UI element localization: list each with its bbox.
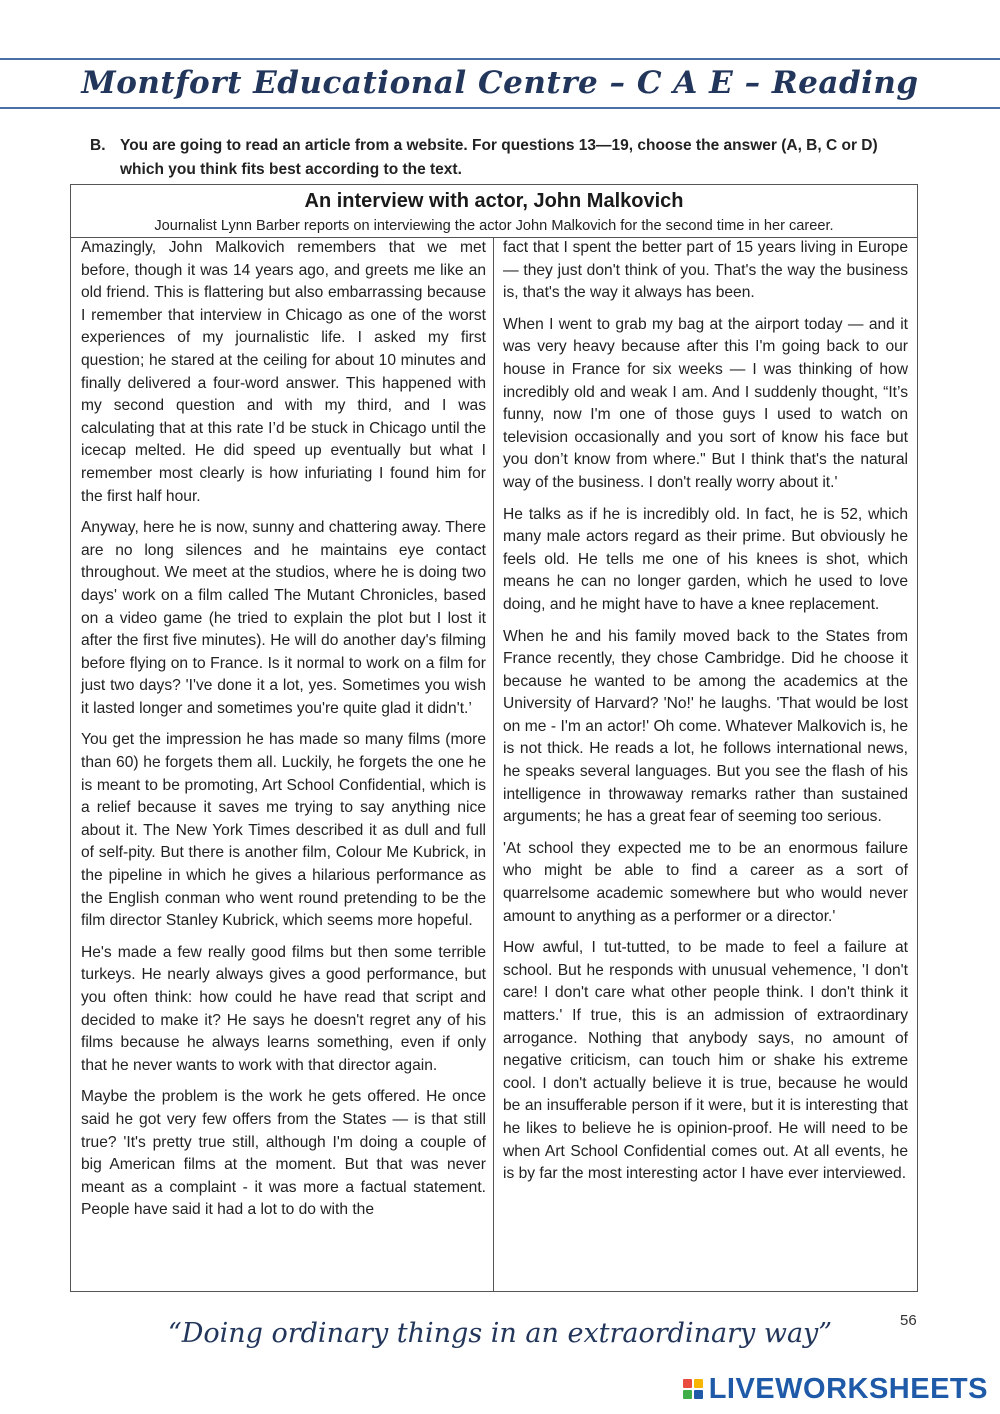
right-paragraph: fact that I spent the better part of 15 years living in Europe — they just don't think of you. That's the way the business is, that's the way it always has been.	[503, 239, 908, 302]
left-paragraph: Amazingly, John Malkovich remembers that we met before, though it was 14 years ago, and greets me like an old friend. This is flattering but also embarrassing because I remember that interview in Chicago as one of the worst experiences of my journalistic life. I asked my first question; he stared at the ceiling for about 10 minutes and finally delivered a four-word answer. This happened with my second question and with my third, and I was calculating that at this rate I’d be stuck in Chicago until the icecap melted. He did speed up eventually but what I remember most clearly is how infuriating I found him for the first half hour.	[81, 239, 486, 505]
header-bottom-rule	[0, 107, 1000, 109]
right-paragraph: He talks as if he is incredibly old. In fact, he is 52, which many male actors regard as their prime. But obviously he feels old. He tells me one of his knees is shot, which means he can no longer garden, which he used to love doing, and he might have to have a knee replacement.	[503, 505, 908, 613]
logo-square	[694, 1379, 703, 1388]
logo-square	[683, 1390, 692, 1399]
instructions	[90, 134, 920, 182]
article-subtitle: Journalist Lynn Barber reports on interviewing the actor John Malkovich for the second time in her career.	[154, 218, 834, 234]
liveworksheets-brand: LIVEWORKSHEETS	[708, 1372, 988, 1405]
liveworksheets-icon	[683, 1379, 703, 1399]
column-divider	[493, 237, 494, 1291]
left-paragraph: You get the impression he has made so many films (more than 60) he forgets them all. Luckily, he forgets the one he is meant to be promoting, Art School Confidential, which is a relief because it saves me trying to say anything nice about it. The New York Times described it as dull and full of self-pity. But there is another film, Colour Me Kubrick, in the pipeline in which he gives a hilarious performance as the English conman who went round pretending to be the film director Stanley Kubrick, which seems more hopeful.	[81, 731, 486, 930]
logo-square	[683, 1379, 692, 1388]
left-paragraph: Anyway, here he is now, sunny and chattering away. There are no long silences and he maintains eye contact throughout. We meet at the studios, where he is doing two days' work on a film called The Mutant Chronicles, based on a video game (he tried to explain the plot but I lost it after the first five minutes). He will do another day's filming before flying on to France. Is it normal to work on a film for just two days? 'I've done it a lot, yes. Sometimes you wish it lasted longer and sometimes you're quite glad it didn't.’	[81, 519, 486, 717]
left-paragraph: Maybe the problem is the work he gets offered. He once said he got very few offers from the States — is that still true? 'It's pretty true still, although I'm doing a couple of big American films at the moment. But that was never meant as a complaint - it was more a factual statement. People have said it had a lot to do with the	[81, 1088, 486, 1219]
footer-motto: “Doing ordinary things in an extraordinary way”	[167, 1318, 833, 1349]
article-box	[70, 184, 918, 1292]
left-paragraph: He's made a few really good films but then some terrible turkeys. He nearly always gives a good performance, but you often think: how could he have read that script and decided to make it? He says he doesn't regret any of his films because he always learns something, even if only that he never wants to work with that director again.	[81, 943, 486, 1074]
header-title: Montfort Educational Centre – C A E – Reading	[81, 65, 919, 101]
article-title: An interview with actor, John Malkovich	[304, 190, 684, 212]
instructions-text: You are going to read an article from a website. For questions 13—19, choose the answer (A, B, C or D) which you think fits best according to the text.	[120, 137, 878, 178]
logo-square	[694, 1390, 703, 1399]
right-paragraph: When I went to grab my bag at the airport today — and it was very heavy because after this I'm going back to our house in France for six weeks — I was thinking of how incredibly old and weak I am. And I suddenly thought, “It’s funny, now I'm one of those guys I used to watch on television occasionally and you sort of know his face but you don’t know from where." But I think that's the natural way of the business. I don't really worry about it.'	[503, 315, 908, 491]
liveworksheets-logo[interactable]	[683, 1372, 988, 1406]
right-paragraph: How awful, I tut-tutted, to be made to feel a failure at school. But he responds with unusual vehemence, 'I don't care! I don't care what other people think. I don't think it matters.' If true, this is an admission of extraordinary arrogance. Nothing that anybody says, no amount of negative criticism, can touch him or shake his extreme cool. I don't actually believe it is true, because he would be an insufferable person if it were, but it is interesting that he likes to believe he is opinion-proof. He will need to be when Art School Confidential comes out. At all events, he is by far the most interesting actor I have ever interviewed.	[503, 939, 908, 1183]
article-left-column	[81, 237, 486, 1231]
page-number: 56	[900, 1312, 917, 1329]
instructions-letter: B.	[90, 137, 106, 154]
right-paragraph: 'At school they expected me to be an enormous failure who might be able to find a career as a sort of quarrelsome academic somewhere but who would never amount to anything as a performer or a director.'	[503, 839, 908, 925]
right-paragraph: When he and his family moved back to the States from France recently, they chose Cambridge. Did he choose it because he wanted to be among the academics at the University of Harvard? 'No!' he laughs. 'That would be lost on me - I'm an actor!' Oh come. Whatever Malkovich is, he is not thick. He reads a lot, he follows international news, he speaks several languages. But you see the flash of his intelligence in throwaway remarks rather than sustained arguments; he has a great fear of seeming too serious.	[503, 627, 908, 826]
article-right-column	[503, 237, 908, 1195]
